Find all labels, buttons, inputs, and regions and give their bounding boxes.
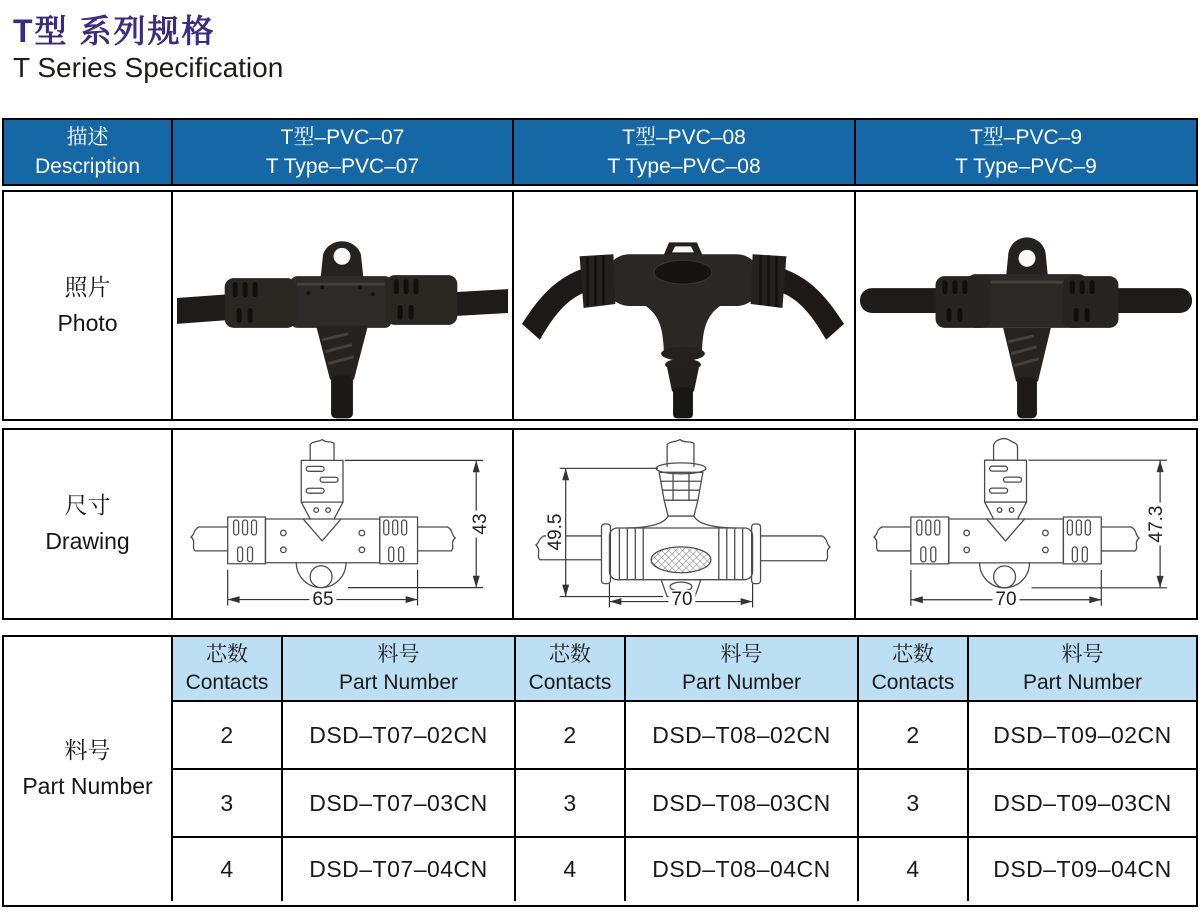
contacts-header-en: Contacts [871, 670, 955, 694]
contacts-value: 4 [857, 836, 967, 901]
part-number-value: DSD–T08–03CN [624, 768, 857, 836]
part-number-value: DSD–T07–02CN [281, 700, 514, 768]
photo-row [2, 190, 1198, 421]
drawing-cell-pvc08 [512, 430, 854, 618]
drawing-cell-pvc9 [854, 430, 1196, 618]
photo-row-label [4, 192, 171, 419]
part-header-zh: 料号 [377, 643, 420, 667]
col-header-contacts-3 [857, 637, 967, 700]
contacts-header-en: Contacts [185, 670, 269, 694]
contacts-header-zh: 芯数 [206, 643, 248, 667]
photo-cell-pvc9 [854, 192, 1196, 419]
contacts-value: 4 [514, 836, 624, 901]
contacts-value: 2 [171, 700, 281, 768]
part-number-value: DSD–T09–04CN [967, 836, 1196, 901]
connector-photo-pvc07 [173, 192, 512, 419]
model-zh: T型–PVC–9 [969, 125, 1083, 149]
col-header-contacts-1 [171, 637, 281, 700]
drawing-row [2, 428, 1198, 620]
header-model-pvc07 [171, 120, 512, 184]
photo-cell-pvc08 [512, 192, 854, 419]
description-zh: 描述 [66, 125, 109, 149]
part-label-zh: 料号 [64, 737, 111, 764]
drawing-label-en: Drawing [45, 528, 130, 554]
photo-cell-pvc07 [171, 192, 512, 419]
part-label-en: Part Number [22, 773, 153, 799]
model-zh: T型–PVC–08 [622, 125, 746, 149]
part-number-value: DSD–T08–02CN [624, 700, 857, 768]
part-number-value: DSD–T07–04CN [281, 836, 514, 901]
contacts-value: 3 [857, 768, 967, 836]
dim-width-pvc9: 70 [992, 590, 1019, 609]
photo-label-zh: 照片 [64, 273, 111, 300]
part-number-value: DSD–T07–03CN [281, 768, 514, 836]
dim-height-pvc08: 49.5 [546, 510, 565, 553]
col-header-part-3 [967, 637, 1196, 700]
col-header-part-1 [281, 637, 514, 700]
model-zh: T型–PVC–07 [280, 125, 405, 149]
contacts-header-zh: 芯数 [892, 643, 934, 667]
dim-width-pvc07: 65 [309, 590, 336, 609]
part-table-row-label [4, 637, 171, 901]
dim-width-pvc08: 70 [668, 590, 695, 609]
contacts-value: 3 [514, 768, 624, 836]
contacts-value: 3 [171, 768, 281, 836]
col-header-part-2 [624, 637, 857, 700]
part-header-en: Part Number [338, 670, 459, 694]
part-header-en: Part Number [1022, 670, 1143, 694]
drawing-row-label [4, 430, 171, 618]
header-model-pvc08 [512, 120, 854, 184]
part-number-value: DSD–T09–02CN [967, 700, 1196, 768]
connector-photo-pvc9 [856, 192, 1196, 419]
description-en: Description [34, 155, 141, 178]
contacts-value: 2 [514, 700, 624, 768]
dimension-drawing-pvc07 [173, 430, 512, 618]
dim-height-pvc07: 43 [471, 510, 490, 537]
contacts-header-en: Contacts [528, 670, 612, 694]
header-description-cell [4, 120, 171, 184]
part-number-value: DSD–T08–04CN [624, 836, 857, 901]
model-en: T Type–PVC–9 [955, 155, 1097, 178]
dim-height-pvc9: 47.3 [1147, 503, 1166, 546]
contacts-value: 2 [857, 700, 967, 768]
photo-label-en: Photo [57, 309, 118, 336]
part-header-en: Part Number [681, 670, 802, 694]
page-subtitle: T Series Specification [13, 52, 284, 83]
model-en: T Type–PVC–07 [265, 155, 420, 178]
part-header-zh: 料号 [720, 643, 763, 667]
part-number-value: DSD–T09–03CN [967, 768, 1196, 836]
part-header-zh: 料号 [1061, 643, 1104, 667]
connector-photo-pvc08 [514, 192, 854, 419]
drawing-label-zh: 尺寸 [64, 492, 111, 519]
model-header-row [2, 118, 1198, 186]
col-header-contacts-2 [514, 637, 624, 700]
header-model-pvc9 [854, 120, 1196, 184]
drawing-cell-pvc07 [171, 430, 512, 618]
contacts-value: 4 [171, 836, 281, 901]
model-en: T Type–PVC–08 [607, 155, 761, 178]
part-number-table [2, 635, 1198, 907]
page-title: T型 系列规格 [13, 13, 216, 49]
contacts-header-zh: 芯数 [549, 643, 591, 667]
